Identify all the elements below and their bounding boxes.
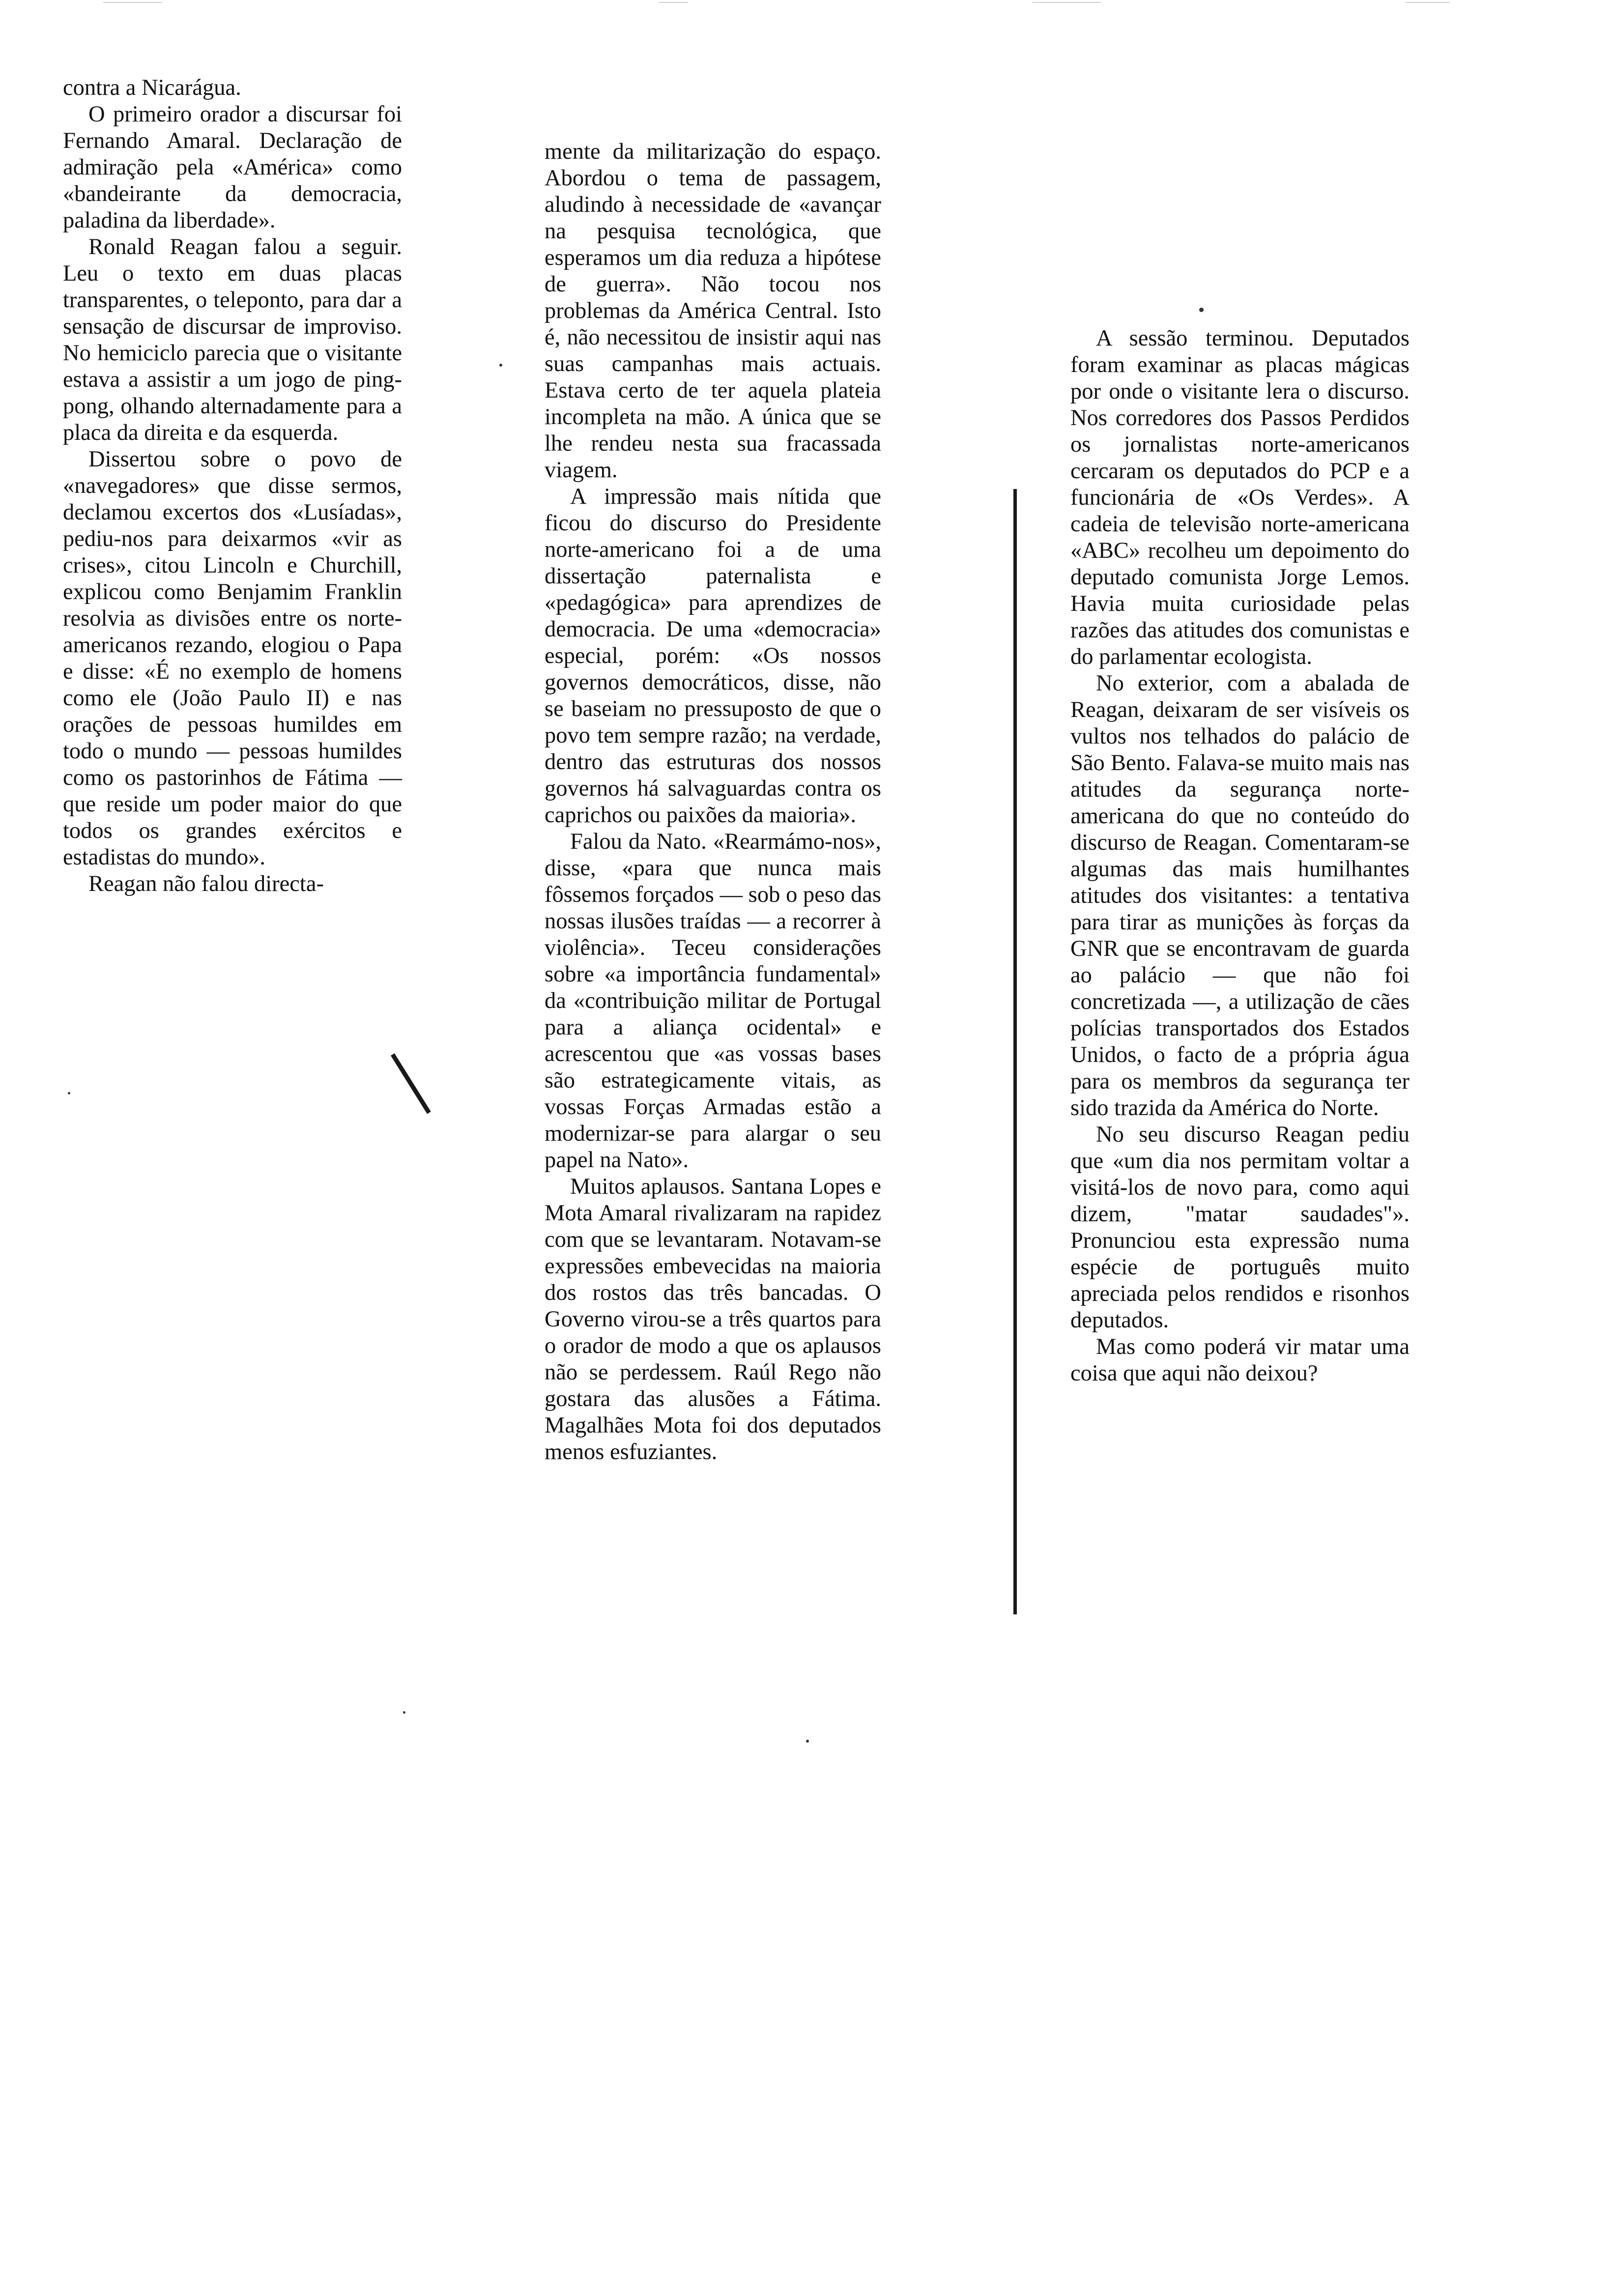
scan-top-edge [0, 0, 1612, 6]
article-column-2 [545, 139, 881, 1465]
paragraph: No seu discurso Reagan pediu que «um dia nos permitam voltar a visitá-los de novo para, como aqui dizem, "matar saudades"». Pronunciou esta expressão numa espécie de português muito apreciada pelos rendidos e risonhos deputados. [1070, 1122, 1410, 1333]
scan-speck [68, 1092, 70, 1094]
paragraph: A sessão terminou. Deputados foram examinar as placas mágicas por onde o visitante lera o discurso. Nos corredores dos Passos Perdidos os jornalistas norte-americanos cercaram os deputados do PCP e a funcionária de «Os Verdes». A cadeia de televisão norte-americana «ABC» recolheu um depoimento do deputado comunista Jorge Lemos. Havia muita curiosidade pelas razões das atitudes dos comunistas e do parlamentar ecologista. [1070, 326, 1410, 669]
paragraph: No exterior, com a abalada de Reagan, deixaram de ser visíveis os vultos nos telhados do palácio de São Bento. Falava-se muito mais nas atitudes da segurança norte-americana do que no conteúdo do discurso de Reagan. Comentaram-se algumas das mais humilhantes atitudes dos visitantes: a tentativa para tirar as munições às forças da GNR que se encontravam de guarda ao palácio — que não foi concretizada —, a utilização de cães polícias transportados dos Estados Unidos, o facto de a própria água para os membros da segurança ter sido trazida da América do Norte. [1070, 671, 1410, 1120]
paragraph: Ronald Reagan falou a seguir. Leu o texto em duas placas transparentes, o teleponto, para dar a sensação de discursar de improviso. No hemiciclo parecia que o visitante estava a assistir a um jogo de ping-pong, olhando alternadamente para a placa da direita e da esquerda. [63, 234, 402, 445]
column-rule [1013, 489, 1017, 1614]
paragraph: Falou da Nato. «Rearmámo-nos», disse, «para que nunca mais fôssemos forçados — sob o peso das nossas ilusões traídas — a recorrer à violência». Teceu considerações sobre «a importância fundamental» da «contribuição militar de Portugal para a aliança ocidental» e acrescentou que «as vossas bases são estrategicamente vitais, as vossas Forças Armadas estão a modernizar-se para alargar o seu papel na Nato». [545, 829, 881, 1173]
paragraph: mente da militarização do espaço. Abordou o tema de passagem, aludindo à necessidade de «avançar na pesquisa tecnológica, que esperamos um dia reduza a hipótese de guerra». Não tocou nos problemas da América Central. Isto é, não necessitou de insistir aqui nas suas campanhas mais actuais. Estava certo de ter aquela plateia incompleta na mão. A única que se lhe rendeu nesta sua fracassada viagem. [545, 139, 881, 483]
paragraph: Mas como poderá vir matar uma coisa que aqui não deixou? [1070, 1334, 1410, 1386]
article-column-3 [1070, 325, 1410, 1387]
paragraph: O primeiro orador a discursar foi Fernando Amaral. Declaração de admiração pela «América» como «bandeirante da democracia, paladina da liberdade». [63, 102, 402, 233]
scan-speck [403, 1711, 405, 1714]
paragraph: Muitos aplausos. Santana Lopes e Mota Amaral rivalizaram na rapidez com que se levantaram. Notavam-se expressões embevecidas na maioria dos rostos das três bancadas. O Governo virou-se a três quartos para o orador de modo a que os aplausos não se perdessem. Raúl Rego não gostara das alusões a Fátima. Magalhães Mota foi dos deputados menos esfuziantes. [545, 1174, 881, 1464]
scan-slash-mark [391, 1053, 431, 1114]
paragraph: Reagan não falou directa- [88, 871, 324, 896]
scan-speck [499, 364, 502, 367]
scan-speck [1199, 308, 1204, 312]
article-column-1 [63, 75, 402, 897]
paragraph: contra a Nicarágua. [63, 75, 241, 100]
paragraph: Dissertou sobre o povo de «navegadores» que disse sermos, declamou excertos dos «Lusíadas», pediu-nos para deixarmos «vir as crises», citou Lincoln e Churchill, explicou como Benjamim Franklin resolvia as divisões entre os norte-americanos rezando, elogiou o Papa e disse: «É no exemplo de homens como ele (João Paulo II) e nas orações de pessoas humildes em todo o mundo — pessoas humildes como os pastorinhos de Fátima — que reside um poder maior do que todos os grandes exércitos e estadistas do mundo». [63, 447, 402, 870]
paragraph: A impressão mais nítida que ficou do discurso do Presidente norte-americano foi a de uma dissertação paternalista e «pedagógica» para aprendizes de democracia. De uma «democracia» especial, porém: «Os nossos governos democráticos, disse, não se baseiam no pressuposto de que o povo tem sempre razão; na verdade, dentro das estruturas dos nossos governos há salvaguardas contra os caprichos ou paixões da maioria». [545, 484, 881, 828]
scan-speck [806, 1740, 809, 1743]
